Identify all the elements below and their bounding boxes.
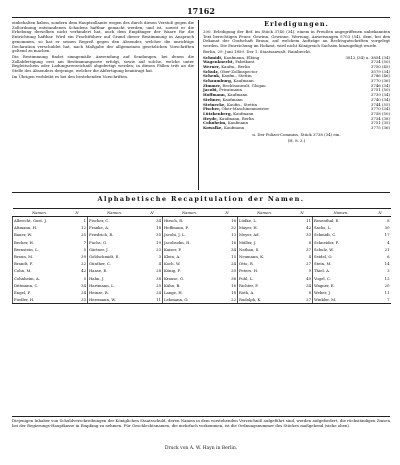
number-cell: 32	[231, 225, 236, 231]
number-cell: 21	[384, 246, 390, 252]
entry-name: Jacobi,	[203, 87, 218, 93]
name-cell: Engel, F.	[13, 289, 67, 296]
entry-ref: 3750 (45)	[370, 63, 390, 69]
name-cell: Sachs, L.	[313, 224, 370, 231]
number-cell: 38	[156, 275, 161, 281]
name-cell: Friedrich, R.	[88, 231, 142, 238]
entry-ref: 3746 (34)	[370, 82, 390, 88]
entry-name: Wagenknecht,	[203, 59, 234, 65]
table-header-cell: Namen.	[163, 209, 217, 217]
number-cell: 16	[231, 282, 236, 288]
name-cell: Albrecht, Gust. J.	[13, 217, 67, 225]
name-cell: Stein, M.	[313, 260, 370, 267]
table-row	[13, 260, 391, 267]
name-cell: Bauer, W.	[13, 231, 67, 238]
entry-detail: Kaufmann	[222, 96, 243, 102]
name-cell: Neumann, K.	[238, 253, 292, 260]
name-cell: Kühn, B.	[163, 282, 217, 289]
name-cell: Schneider, F.	[313, 239, 370, 246]
left-paragraph: Die Bestimmung findet sinngemäße Anwendung auf Sendungen, bei denen die Zollabfertigung erst am Bestimmungsorte erfolgt, sowie auf solche, welche unter Begleitschein oder Ladungsverzeichniß abgefertigt werden; in diesen Fällen tritt an die Stelle des Absenders derjenige, welcher die Abfertigung beantragt hat.	[12, 53, 194, 74]
left-paragraph: Im Übrigen verbleibt es bei den bestehenden Vorschriften.	[12, 73, 129, 79]
entry-ref: 3739 (34)	[370, 92, 390, 98]
number-cell: 34	[231, 246, 236, 252]
entry-detail: Kaufmann, Berlin	[219, 115, 254, 121]
number-cell: 11	[306, 218, 311, 224]
entry-detail: Ober-Zollinspector	[220, 68, 258, 74]
number-cell: 30	[384, 225, 390, 231]
printer-line: Druck von A. W. Hayn in Berlin.	[164, 446, 238, 451]
entry-ref: 3812 (34) u. 3854 (34)	[345, 54, 390, 60]
entry-name: Stebner,	[203, 96, 222, 102]
number-cell: 12	[81, 225, 86, 231]
entry-detail: Kaufm., Stettin	[227, 101, 257, 107]
entry-detail: Kaufmann	[227, 92, 248, 98]
number-cell: 36	[231, 275, 236, 281]
name-cell: Hartmann, L.	[88, 282, 142, 289]
number-cell: 11	[384, 289, 390, 295]
table-header-cell: N	[370, 209, 391, 217]
document-page	[12, 6, 390, 458]
entry-detail: Kaufm., Stettin	[221, 73, 252, 79]
number-cell: 34	[81, 282, 86, 288]
table-row	[13, 217, 391, 225]
entry-name: Heyde,	[203, 115, 218, 121]
entry-ref: 3734 (50)	[370, 59, 390, 65]
number-cell: 11	[142, 296, 163, 304]
entry-name: Werner,	[203, 63, 221, 69]
number-cell: 17	[384, 232, 390, 238]
entry-name: Schaumburg,	[203, 78, 233, 84]
table-row	[13, 246, 391, 253]
entry-name: Kowalke,	[203, 125, 223, 131]
footer-note: Diejenigen Inhaber von Schuldverschreibungen der Königlichen Staatsschuld, deren Namen in dem vorstehenden Verzeichniß aufgeführt sind, werden aufgefordert, die rückständigen Zinsen bei der Regierungs-Hauptkasse in Empfang zu nehmen. Für Geschlechtsnamen, die mehrfach vorkommen, ist die Ordnungsnummer des Stückes maßgebend (siehe oben).	[12, 418, 390, 428]
number-cell: 34	[156, 218, 161, 224]
entry-label	[203, 126, 244, 131]
name-cell: Pohl, L.	[238, 275, 292, 282]
entry-name: Zimmer,	[203, 82, 222, 88]
table-header-cell: N	[67, 209, 88, 217]
erledigung-notice: 200. Erledigung der Bef. im Stück 3740 (34), einem in Preußen angegriffenen unbekannten Text berechtigen Feuer. Gewinn, Gewinne, Wertung, Anweisungen 5703 (54), dem, bei den Dekanat der Grafschaft Braun, auf welchem Aufträge an Rechtsgutschriften vorgelegt werden. Die Einreichung im Hofamt, wird nicht Königreich Sachsen hinzugefügt wurde.	[203, 29, 390, 49]
left-column	[12, 21, 194, 80]
name-cell: Günther, C.	[88, 260, 142, 267]
entry-ref: 3751 (50)	[370, 87, 390, 93]
name-cell: Herrmann, W.	[88, 296, 142, 304]
number-cell: 3	[387, 268, 390, 274]
entry-name: Fischer,	[203, 106, 221, 112]
number-cell: 8	[308, 289, 311, 295]
name-cell: Winkler, M.	[313, 296, 370, 304]
entry-name: Cohnheim,	[203, 120, 227, 126]
number-cell: 7	[370, 296, 391, 304]
entry-name: Steinecke,	[203, 101, 226, 107]
table-row	[13, 275, 391, 282]
name-cell: Koch, W.	[163, 260, 217, 267]
entry-name: Hoffmann,	[203, 92, 227, 98]
name-cell: Vogel, C.	[313, 275, 370, 282]
table-header-cell: N	[217, 209, 238, 217]
name-cell: Hoffmann, F.	[163, 224, 217, 231]
name-cell: Gärtner, J.	[88, 246, 142, 253]
entry-ref: 3775 (36)	[370, 125, 390, 131]
number-cell: 20	[156, 282, 161, 288]
name-cell: Lange, H.	[163, 289, 217, 296]
number-cell: 18	[231, 289, 236, 295]
table-row	[13, 253, 391, 260]
name-cell: Becker, H.	[13, 239, 67, 246]
number-cell: 7	[83, 239, 86, 245]
name-cell: Heinze, R.	[88, 289, 142, 296]
name-cell: Schulz, W.	[313, 246, 370, 253]
name-cell: Cohn, M.	[13, 267, 67, 274]
name-cell: Wagner, E.	[313, 282, 370, 289]
entry-ref: 3770 (36)	[370, 78, 390, 84]
number-cell: 15	[231, 254, 236, 260]
name-cell: Meyer, Ad.	[238, 231, 292, 238]
number-cell: 12	[384, 275, 390, 281]
number-cell: 40	[306, 275, 311, 281]
top-rule	[12, 17, 390, 18]
name-cell: Nathan, S.	[238, 246, 292, 253]
number-cell: 24	[156, 289, 161, 295]
number-cell: 35	[156, 232, 161, 238]
left-paragraph: einbehalten haben, sondern dem Hauptzollamte wegen des durch diesen Verstoß gegen die Zollordnung entstandenen Schadens haftbar gemacht werden, und ist, soweit er die Erhebung derselben nicht verhindert hat, auch dem Empfänger der Waare für die Entrichtung haftbar. Wird ein Frachtführer auf Grund dieser Bestimmung in Anspruch genommen, so hat er seinen Regreß gegen den Absender, welcher die unrichtige Declaration verschuldet hat, nach Maßgabe der allgemeinen gesetzlichen Vorschriften geltend zu machen.	[12, 20, 194, 54]
number-cell: 22	[217, 296, 238, 304]
footer-rule	[12, 416, 390, 417]
table-header-row	[13, 209, 391, 217]
signature-line: n. Der Polizei-Commiss. Stück 3738 (34) ein.	[252, 131, 341, 137]
name-cell: Müller, J.	[238, 239, 292, 246]
name-cell: Braun, M.	[13, 253, 67, 260]
entry-ref: 3758 (50)	[370, 110, 390, 116]
entry-detail: Rechtsanwalt, Glogau	[222, 82, 266, 88]
name-cell: Franke, A.	[88, 224, 142, 231]
name-cell: Weber, J.	[313, 289, 370, 296]
entry-list	[203, 56, 390, 131]
number-cell: 25	[81, 232, 86, 238]
number-cell: 33	[306, 232, 311, 238]
section-title: Alphabetische Recapitulation der Namen.	[97, 195, 305, 203]
number-cell: 18	[156, 225, 161, 231]
name-cell: Fuchs, G.	[88, 239, 142, 246]
entry-detail: Kaufmann	[227, 120, 249, 126]
number-cell: 42	[306, 225, 311, 231]
name-cell: Richter, P.	[238, 282, 292, 289]
number-cell: 20	[231, 268, 236, 274]
number-cell: 39	[81, 254, 86, 260]
entry-name: Schenk,	[203, 73, 221, 79]
entry-detail: Kaufmann	[233, 110, 254, 116]
number-cell: 19	[156, 239, 161, 245]
name-cell: Kaiser, P.	[163, 246, 217, 253]
number-cell: 28	[156, 268, 161, 274]
number-cell: 4	[387, 239, 390, 245]
name-cell: Lüdke, L.	[238, 217, 292, 225]
name-cell: Otto, R.	[238, 260, 292, 267]
name-cell: Krause, G.	[163, 275, 217, 282]
name-cell: Goldschmidt, E.	[88, 253, 142, 260]
name-cell: Roth, A.	[238, 289, 292, 296]
number-cell: 33	[67, 296, 88, 304]
entry-row	[203, 126, 390, 131]
name-table	[12, 208, 391, 304]
table-header-cell: Namen.	[313, 209, 370, 217]
table-row	[13, 282, 391, 289]
entry-ref: 3579 (34)	[370, 68, 390, 74]
number-cell: 3	[158, 254, 161, 260]
entry-ref: 3740 (34)	[370, 96, 390, 102]
entry-detail: Kaufmann	[233, 78, 254, 84]
entry-ref: 3751 (35)	[370, 120, 390, 126]
number-cell: 34	[306, 282, 311, 288]
name-cell: Hahn, J.	[88, 275, 142, 282]
number-cell: 14	[384, 261, 390, 267]
number-cell: 9	[308, 268, 311, 274]
table-row	[13, 289, 391, 296]
entry-ref: 3744 (55)	[370, 101, 390, 107]
number-cell: 27	[292, 296, 313, 304]
table-header-cell: N	[292, 209, 313, 217]
number-cell: 24	[231, 261, 236, 267]
name-cell: Fischer, C.	[88, 217, 142, 225]
entry-name: Schulz,	[203, 68, 219, 74]
notice-subline: Berlin, 29. Juni 1859. Der 1. Staatsanwalt. Rainbrecht.	[203, 48, 312, 54]
number-cell: 13	[231, 232, 236, 238]
table-row	[13, 296, 391, 304]
table-row	[13, 231, 391, 238]
name-cell: Rosenthal, E.	[313, 217, 370, 225]
name-cell: Bernstein, L.	[13, 246, 67, 253]
number-cell: 27	[306, 261, 311, 267]
number-cell: 6	[387, 254, 390, 260]
entry-detail: Ober-Maschinenmeister	[221, 106, 270, 112]
table-row	[13, 224, 391, 231]
number-cell: 42	[81, 268, 86, 274]
erledigungen-heading: Erledigungen.	[264, 20, 329, 28]
table-header-cell: Namen.	[88, 209, 142, 217]
number-cell: 4	[308, 254, 311, 260]
number-cell: 1	[83, 218, 86, 224]
name-cell: Fiedler, H.	[13, 296, 67, 304]
name-cell: Hirsch, R.	[163, 217, 217, 225]
table-row	[13, 267, 391, 274]
number-cell: 24	[81, 289, 86, 295]
name-cell: Haase, E.	[88, 267, 142, 274]
page-number: 17162	[187, 6, 215, 16]
name-cell: Mayer, H.	[238, 224, 292, 231]
name-cell: Dittmann, C.	[13, 282, 67, 289]
number-cell: 22	[81, 261, 86, 267]
name-cell: Seidel, O.	[313, 253, 370, 260]
name-cell: Rudolph, K.	[238, 296, 292, 304]
right-column	[203, 20, 390, 144]
entry-detail: Kaufm., Berlin	[221, 63, 250, 69]
number-cell: 20	[384, 282, 390, 288]
number-cell: 23	[156, 246, 161, 252]
number-cell: 8	[308, 239, 311, 245]
column-divider	[198, 20, 199, 190]
name-cell: Cohnheim, A.	[13, 275, 67, 282]
entry-detail: Kaufmann	[224, 125, 245, 131]
signature-code: (H. 8. 3.)	[287, 138, 306, 144]
number-cell: 5	[83, 275, 86, 281]
number-cell: 16	[231, 218, 236, 224]
name-cell: Jacobsohn, H.	[163, 239, 217, 246]
name-cell: Brandt, F.	[13, 260, 67, 267]
entry-detail: Privatmann	[219, 87, 242, 93]
number-cell: 16	[231, 239, 236, 245]
number-cell: 37	[306, 246, 311, 252]
name-cell: Schmidt, C.	[313, 231, 370, 238]
number-cell: 5	[83, 246, 86, 252]
entry-detail: Fabrikant	[235, 59, 255, 65]
entry-ref: 3734 (38)	[370, 115, 390, 121]
entry-name: Schmidt,	[203, 54, 223, 60]
table-header-cell: Namen.	[13, 209, 67, 217]
name-cell: Klein, A.	[163, 253, 217, 260]
name-cell: Altmann, H.	[13, 224, 67, 231]
entry-ref: 3770 (34)	[370, 106, 390, 112]
table-header-cell: N	[142, 209, 163, 217]
entry-name: Lützkenberg,	[203, 110, 232, 116]
entry-ref: 3786 (46)	[370, 73, 390, 79]
number-cell: 4	[158, 261, 161, 267]
name-cell: Peters, H.	[238, 267, 292, 274]
name-cell: Thiel, A.	[313, 267, 370, 274]
name-cell: Lehmann, O.	[163, 296, 217, 304]
section-rule	[12, 192, 390, 193]
entry-detail: Kaufmann, Elbing	[223, 54, 260, 60]
number-cell: 8	[387, 218, 390, 224]
table-row	[13, 239, 391, 246]
name-cell: König, F.	[163, 267, 217, 274]
table-header-cell: Namen.	[238, 209, 292, 217]
name-cell: Jacobi, J. L.	[163, 231, 217, 238]
